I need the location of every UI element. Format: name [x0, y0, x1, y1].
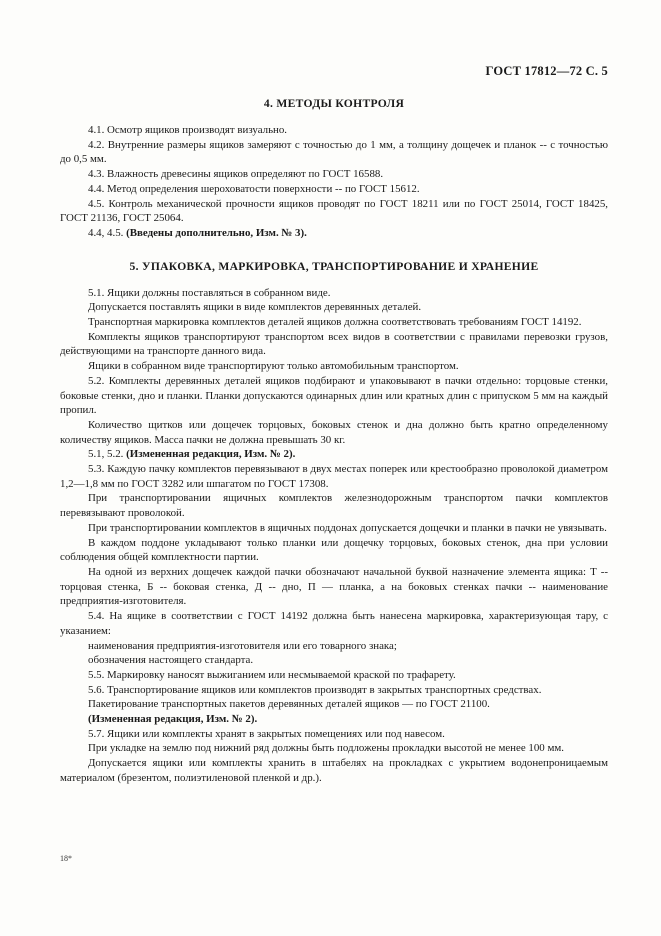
section-5-title: 5. УПАКОВКА, МАРКИРОВКА, ТРАНСПОРТИРОВАНИЕ И ХРАНЕНИЕ — [129, 259, 539, 273]
paragraph: Допускается ящики или комплекты хранить в штабелях на прокладках с укрытием водонепроницаемым материалом (брезентом, полиэтиленовой пленкой и др.). — [60, 757, 608, 784]
paragraph: При транспортировании комплектов в ящичных поддонах допускается дощечки и планки в пачки не увязывать. — [88, 521, 607, 534]
paragraph-5-2: 5.2. Комплекты деревянных деталей ящиков подбирают и упаковывают в пачки отдельно: торцовые стенки, боковые стенки, дно и планки. Планки допускаются одинарных длин или кратных длин с припуском 5 мм на каждый пропил. — [60, 374, 608, 417]
amendment-note-prefix: 5.1, 5.2. — [88, 448, 127, 461]
footer-mark: 18* — [60, 854, 72, 863]
paragraph-5-4: 5.4. На ящике в соответствии с ГОСТ 14192 должна быть нанесена маркировка, характеризующая тару, с указанием: — [60, 610, 608, 637]
paragraph-4-4: 4.4. Метод определения шероховатости поверхности -- по ГОСТ 15612. — [88, 182, 420, 195]
paragraph-5-3: 5.3. Каждую пачку комплектов перевязывают в двух местах поперек или крестообразно проволокой диаметром 1,2—1,8 мм по ГОСТ 3282 или шпагатом по ГОСТ 17308. — [60, 463, 608, 490]
paragraph: Комплекты ящиков транспортируют транспортом всех видов в соответствии с правилами перевозки грузов, действующими на транспорте данного вида. — [60, 330, 608, 358]
paragraph: В каждом поддоне укладывают только планки или дощечку торцовых, боковых стенок, дна при условии соблюдения общей комплектности партии. — [60, 536, 608, 564]
amendment-note-bold: (Измененная редакция, Изм. № 2). — [126, 448, 296, 461]
amendment-note-5-1-5-2 — [60, 447, 608, 462]
amendment-note-5-6: (Измененная редакция, Изм. № 2). — [88, 713, 258, 726]
paragraph: Пакетирование транспортных пакетов деревянных деталей ящиков — по ГОСТ 21100. — [88, 698, 490, 711]
paragraph-4-3: 4.3. Влажность древесины ящиков определяют по ГОСТ 16588. — [88, 168, 384, 181]
paragraph-5-1: 5.1. Ящики должны поставляться в собранном виде. — [88, 286, 331, 299]
paragraph-5-7: 5.7. Ящики или комплекты хранят в закрытых помещениях или под навесом. — [88, 727, 445, 740]
paragraph: На одной из верхних дощечек каждой пачки обозначают начальной буквой назначение элемента ящика: Т -- торцовая стенка, Б -- боковая стенка, Д -- дно, П — планка, а на боковых стенках пачки -- наименование предприятия-изготовителя. — [60, 565, 608, 608]
paragraph: обозначения настоящего стандарта. — [88, 654, 254, 667]
page-header: ГОСТ 17812—72 С. 5 — [485, 64, 608, 78]
paragraph: Количество щитков или дощечек торцовых, боковых стенок и дна должно быть кратно определенному количеству ящиков. Масса пачки не должна превышать 30 кг. — [60, 418, 608, 446]
amendment-note-4 — [60, 226, 608, 241]
page-content — [60, 96, 608, 786]
paragraph: наименования предприятия-изготовителя или его товарного знака; — [88, 639, 397, 652]
paragraph: При укладке на землю под нижний ряд должны быть подложены прокладки высотой не менее 100 мм. — [88, 742, 564, 755]
paragraph-4-5: 4.5. Контроль механической прочности ящиков проводят по ГОСТ 18211 или по ГОСТ 25014, ГОСТ 18425, ГОСТ 21136, ГОСТ 25064. — [60, 197, 608, 225]
paragraph: Допускается поставлять ящики в виде комплектов деревянных деталей. — [88, 301, 422, 314]
paragraph-5-5: 5.5. Маркировку наносят выжиганием или несмываемой краской по трафарету. — [88, 668, 456, 681]
paragraph-5-6: 5.6. Транспортирование ящиков или комплектов производят в закрытых транспортных средствах. — [88, 683, 542, 696]
amendment-note-4-prefix: 4.4, 4.5. — [88, 226, 127, 239]
paragraph-4-2: 4.2. Внутренние размеры ящиков замеряют с точностью до 1 мм, а толщину дощечек и планок -- с точностью до 0,5 мм. — [60, 138, 608, 166]
paragraph: Ящики в собранном виде транспортируют только автомобильным транспортом. — [88, 360, 459, 373]
amendment-note-4-bold: (Введены дополнительно, Изм. № 3). — [126, 226, 307, 239]
section-4-title: 4. МЕТОДЫ КОНТРОЛЯ — [263, 97, 405, 110]
paragraph: При транспортировании ящичных комплектов железнодорожным транспортом пачки комплектов перевязывают проволокой. — [60, 492, 608, 520]
paragraph: Транспортная маркировка комплектов деталей ящиков должна соответствовать требованиям ГОСТ 14192. — [88, 316, 582, 329]
paragraph-4-1: 4.1. Осмотр ящиков производят визуально. — [88, 124, 288, 136]
